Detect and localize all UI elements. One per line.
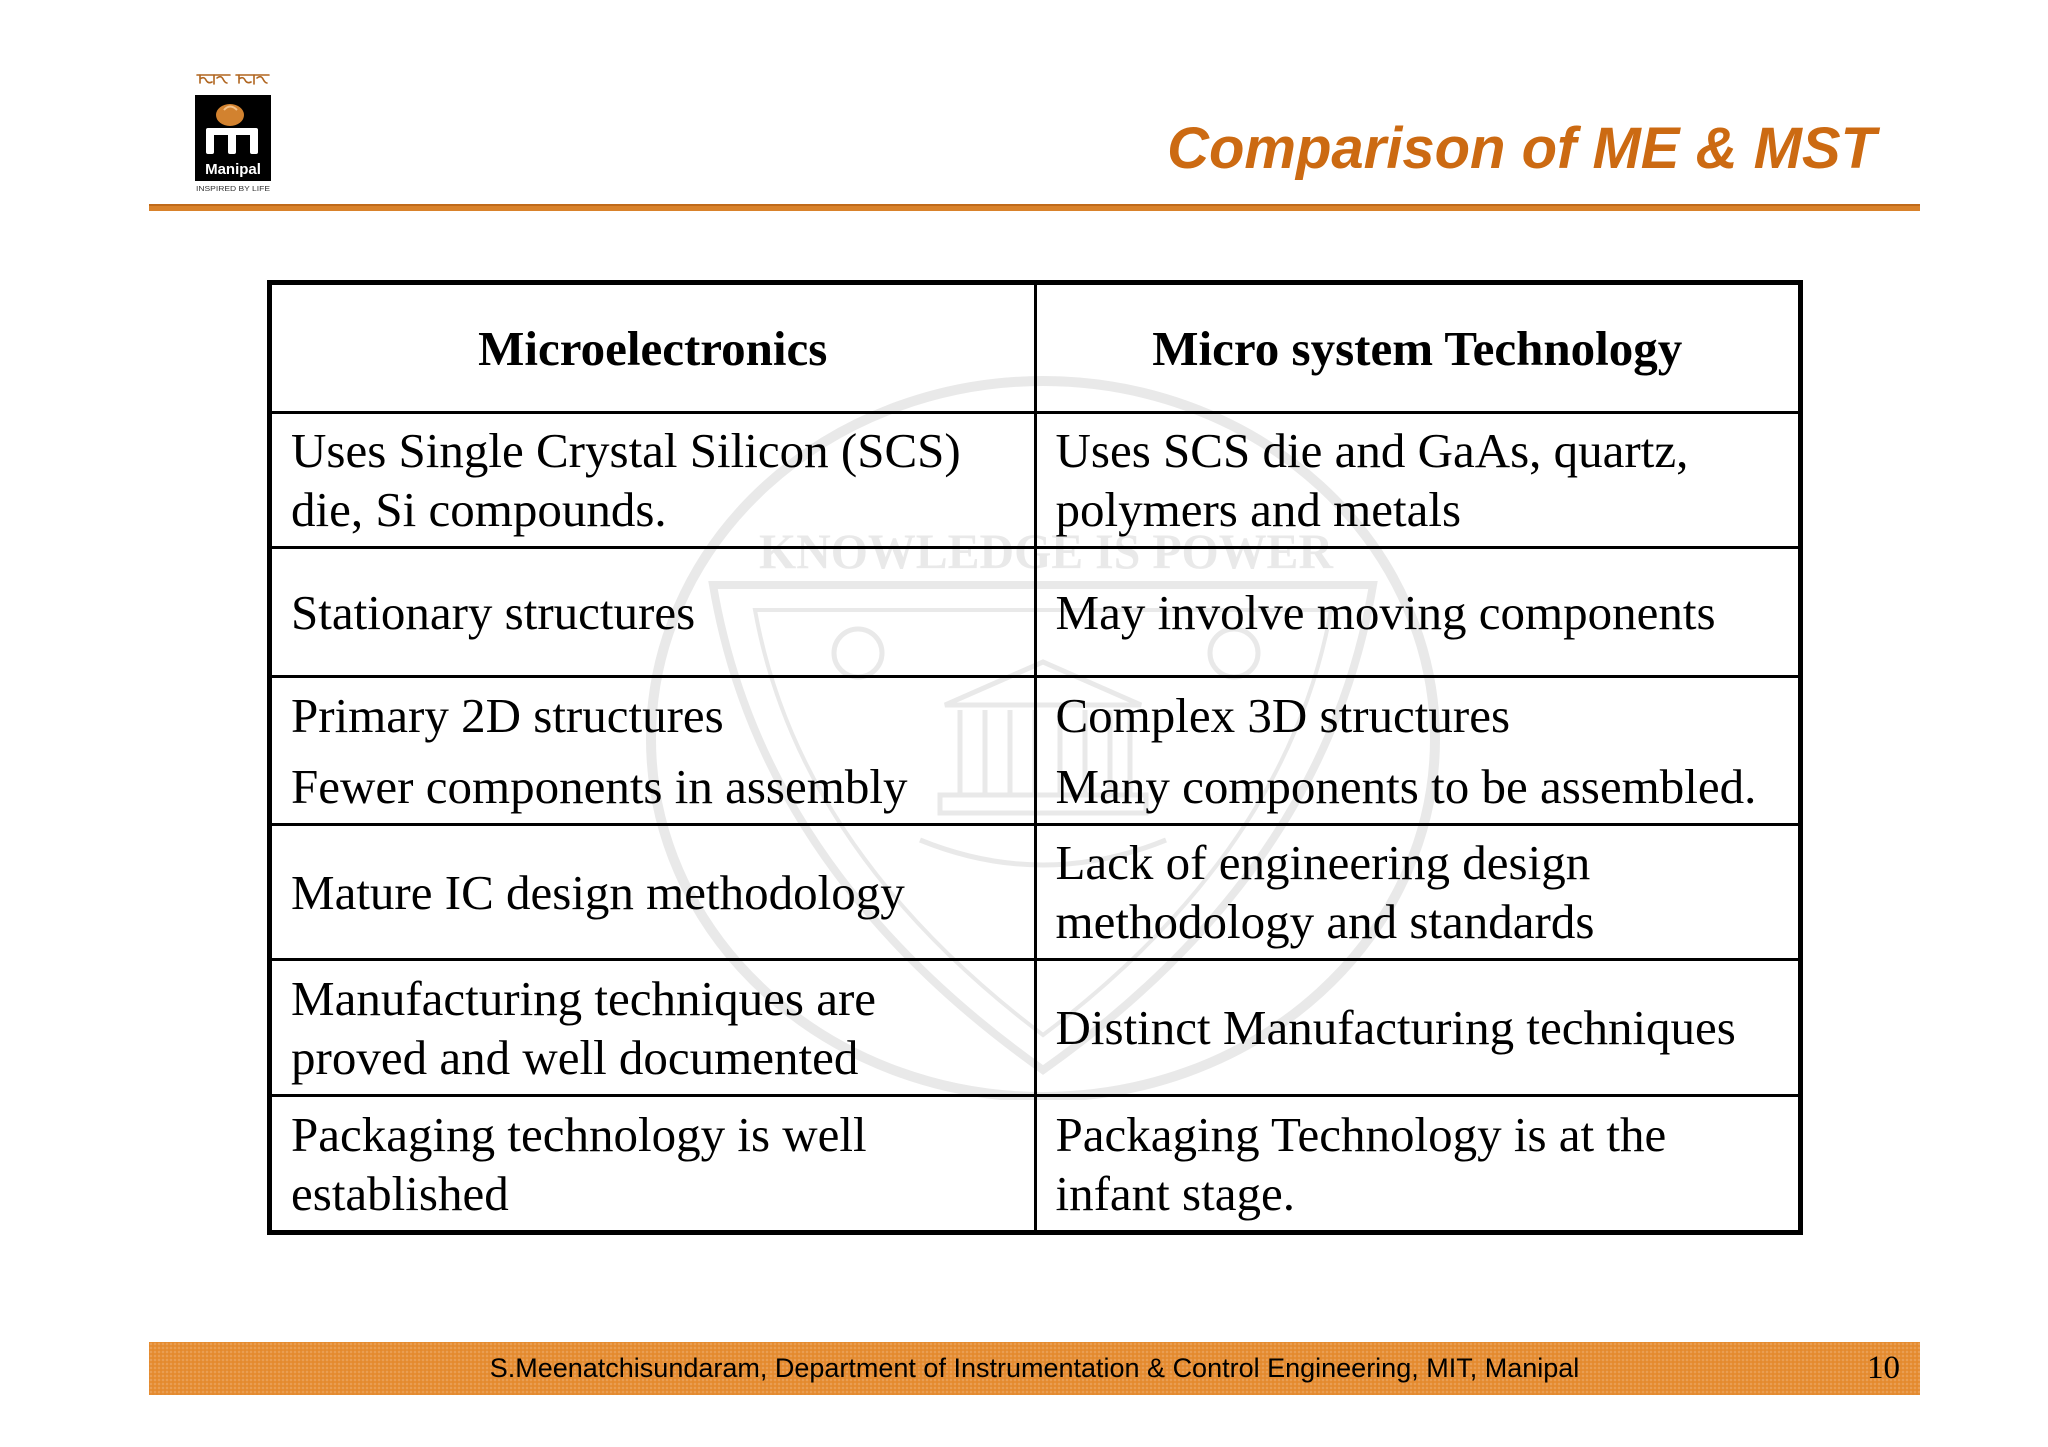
table-row <box>270 825 1801 960</box>
column-header-microelectronics: Microelectronics <box>270 283 1036 413</box>
cell-microelectronics <box>270 960 1036 1096</box>
devanagari-motto-glyphs <box>197 75 269 84</box>
cell-microelectronics <box>270 413 1036 548</box>
cell-line: May involve moving components <box>1055 584 1716 640</box>
cell-line: Primary 2D structures <box>291 687 724 743</box>
cell-line: Many components to be assembled. <box>1055 758 1757 814</box>
cell-line: Uses Single Crystal Silicon (SCS) <box>291 423 961 478</box>
slide-title: Comparison of ME & MST <box>1167 116 1876 181</box>
cell-line: Packaging Technology is at the <box>1055 1106 1667 1162</box>
cell-mst <box>1035 677 1801 825</box>
cell-mst <box>1035 825 1801 960</box>
cell-mst <box>1035 413 1801 548</box>
table-row <box>270 1096 1801 1233</box>
manipal-logo <box>193 70 273 195</box>
footer-credit: S.Meenatchisundaram, Department of Instrumentation & Control Engineering, MIT, Manipal <box>489 1353 1580 1383</box>
cell-line: Mature IC design methodology <box>291 864 905 920</box>
cell-mst <box>1035 548 1801 677</box>
logo-name: Manipal <box>205 161 261 178</box>
seal-motto: KNOWLEDGE IS POWER <box>759 523 1334 579</box>
cell-microelectronics <box>270 825 1036 960</box>
logo-tagline: INSPIRED BY LIFE <box>196 184 270 193</box>
cell-microelectronics <box>270 677 1036 825</box>
cell-line: polymers and metals <box>1055 482 1462 537</box>
table-row <box>270 548 1801 677</box>
footer-bar <box>149 1342 1920 1395</box>
cell-line: proved and well documented <box>291 1029 859 1085</box>
cell-line: established <box>291 1165 509 1221</box>
comparison-table <box>267 280 1803 1235</box>
cell-mst <box>1035 960 1801 1096</box>
cell-line: Uses SCS die and GaAs, quartz, <box>1055 423 1689 478</box>
cell-line: infant stage. <box>1055 1165 1295 1221</box>
table-row <box>270 413 1801 548</box>
cell-line: Distinct Manufacturing techniques <box>1055 1000 1736 1055</box>
cell-microelectronics <box>270 1096 1036 1233</box>
title-divider <box>149 204 1920 211</box>
cell-line: Manufacturing techniques are <box>291 970 877 1026</box>
cell-line: Stationary structures <box>291 584 696 640</box>
page-number: 10 <box>1867 1350 1900 1386</box>
logo-m-emblem-icon <box>206 128 258 154</box>
cell-line: Fewer components in assembly <box>291 758 908 814</box>
cell-mst <box>1035 1096 1801 1233</box>
cell-line: Packaging technology is well <box>291 1106 867 1162</box>
cell-line: Lack of engineering design <box>1055 835 1591 890</box>
cell-line: methodology and standards <box>1055 894 1595 949</box>
table-header-row <box>270 283 1801 413</box>
cell-line: Complex 3D structures <box>1055 687 1511 743</box>
cell-microelectronics <box>270 548 1036 677</box>
table-row <box>270 677 1801 825</box>
table-row <box>270 960 1801 1096</box>
cell-line: die, Si compounds. <box>291 482 667 537</box>
column-header-micro-system-technology: Micro system Technology <box>1035 283 1801 413</box>
